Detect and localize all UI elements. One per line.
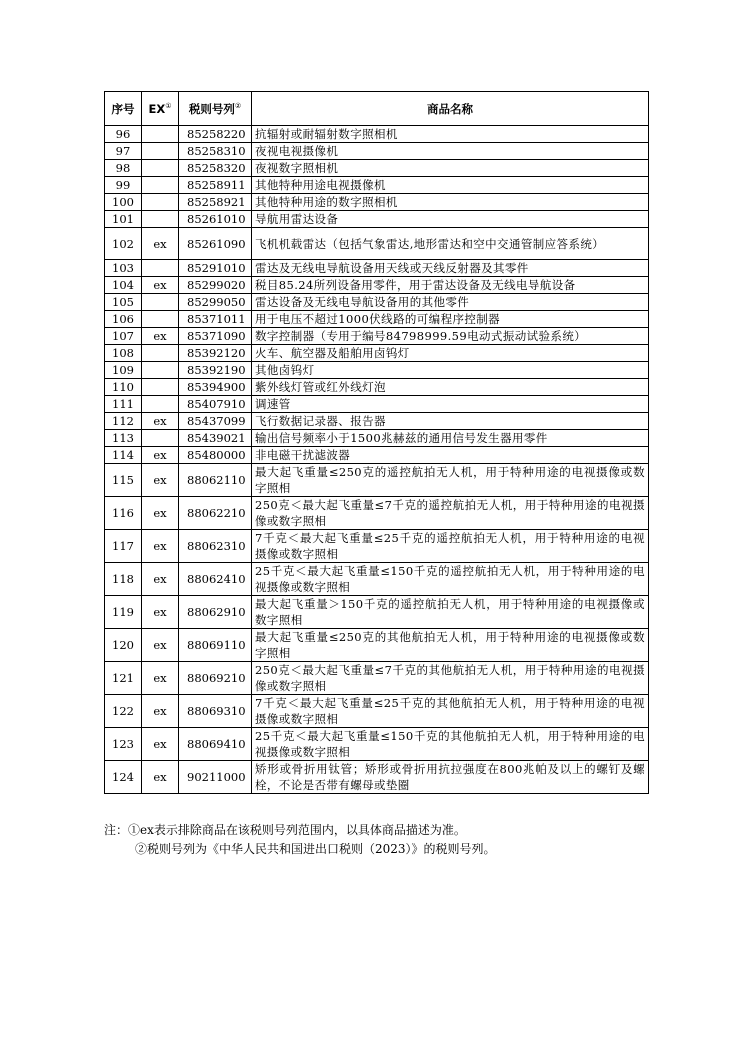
row-ex: ex	[142, 464, 179, 497]
row-ex	[142, 126, 179, 143]
row-code: 85394900	[179, 379, 252, 396]
row-ex	[142, 396, 179, 413]
table-row	[105, 497, 649, 530]
row-name: 火车、航空器及船舶用卤钨灯	[252, 345, 649, 362]
row-ex	[142, 311, 179, 328]
row-seq: 109	[105, 362, 142, 379]
table-row	[105, 211, 649, 228]
table-row	[105, 464, 649, 497]
row-seq: 104	[105, 277, 142, 294]
row-code: 85299020	[179, 277, 252, 294]
row-ex: ex	[142, 228, 179, 260]
row-code: 85299050	[179, 294, 252, 311]
row-code: 85392120	[179, 345, 252, 362]
row-code: 85407910	[179, 396, 252, 413]
row-code: 85480000	[179, 447, 252, 464]
table-row	[105, 447, 649, 464]
table-row	[105, 728, 649, 761]
row-ex	[142, 362, 179, 379]
table-row	[105, 177, 649, 194]
row-ex: ex	[142, 761, 179, 794]
row-seq: 99	[105, 177, 142, 194]
row-code: 85258320	[179, 160, 252, 177]
table-row	[105, 345, 649, 362]
row-ex: ex	[142, 328, 179, 345]
table-row	[105, 761, 649, 794]
footnote-2: ②税则号列为《中华人民共和国进出口税则（2023）》的税则号列。	[135, 842, 496, 856]
table-row	[105, 143, 649, 160]
row-seq: 102	[105, 228, 142, 260]
row-code: 88069310	[179, 695, 252, 728]
table-row	[105, 413, 649, 430]
row-ex: ex	[142, 629, 179, 662]
row-name: 矫形或骨折用钛管；矫形或骨折用抗拉强度在800兆帕及以上的螺钉及螺栓，不论是否带有螺母或垫圈	[252, 761, 649, 794]
row-name: 最大起飞重量＞150千克的遥控航拍无人机，用于特种用途的电视摄像或数字照相	[252, 596, 649, 629]
table-row	[105, 629, 649, 662]
row-code: 85258220	[179, 126, 252, 143]
row-name: 7千克＜最大起飞重量≤25千克的遥控航拍无人机，用于特种用途的电视摄像或数字照相	[252, 530, 649, 563]
row-name: 其他特种用途的数字照相机	[252, 194, 649, 211]
row-ex: ex	[142, 413, 179, 430]
row-ex: ex	[142, 695, 179, 728]
row-code: 85392190	[179, 362, 252, 379]
row-code: 85261010	[179, 211, 252, 228]
row-seq: 119	[105, 596, 142, 629]
row-code: 85261090	[179, 228, 252, 260]
row-seq: 110	[105, 379, 142, 396]
row-ex	[142, 211, 179, 228]
row-code: 88062310	[179, 530, 252, 563]
row-ex: ex	[142, 497, 179, 530]
row-code: 90211000	[179, 761, 252, 794]
row-ex: ex	[142, 277, 179, 294]
row-code: 88062110	[179, 464, 252, 497]
row-name: 抗辐射或耐辐射数字照相机	[252, 126, 649, 143]
header-name: 商品名称	[252, 92, 649, 126]
table-row	[105, 695, 649, 728]
row-ex	[142, 379, 179, 396]
row-seq: 115	[105, 464, 142, 497]
table-row	[105, 228, 649, 260]
table-row	[105, 260, 649, 277]
row-name: 飞机机载雷达（包括气象雷达,地形雷达和空中交通管制应答系统）	[252, 228, 649, 260]
row-seq: 108	[105, 345, 142, 362]
row-seq: 106	[105, 311, 142, 328]
table-row	[105, 563, 649, 596]
row-code: 85371011	[179, 311, 252, 328]
row-seq: 107	[105, 328, 142, 345]
footnote-1: 注：①ex表示排除商品在该税则号列范围内，以具体商品描述为准。	[104, 823, 466, 837]
row-name: 数字控制器（专用于编号84798999.59电动式振动试验系统）	[252, 328, 649, 345]
table-row	[105, 362, 649, 379]
row-seq: 98	[105, 160, 142, 177]
row-seq: 103	[105, 260, 142, 277]
footnote-marker: ①	[165, 101, 172, 110]
row-seq: 100	[105, 194, 142, 211]
table-row	[105, 379, 649, 396]
row-ex: ex	[142, 662, 179, 695]
row-seq: 96	[105, 126, 142, 143]
table-body	[105, 126, 649, 794]
row-name: 7千克＜最大起飞重量≤25千克的其他航拍无人机，用于特种用途的电视摄像或数字照相	[252, 695, 649, 728]
row-name: 最大起飞重量≤250克的遥控航拍无人机，用于特种用途的电视摄像或数字照相	[252, 464, 649, 497]
footnotes	[104, 821, 664, 859]
row-seq: 122	[105, 695, 142, 728]
row-name: 雷达及无线电导航设备用天线或天线反射器及其零件	[252, 260, 649, 277]
row-seq: 112	[105, 413, 142, 430]
row-seq: 124	[105, 761, 142, 794]
table-row	[105, 596, 649, 629]
row-code: 85371090	[179, 328, 252, 345]
table-row	[105, 277, 649, 294]
row-code: 85258310	[179, 143, 252, 160]
table-row	[105, 328, 649, 345]
row-name: 夜视电视摄像机	[252, 143, 649, 160]
row-name: 输出信号频率小于1500兆赫兹的通用信号发生器用零件	[252, 430, 649, 447]
row-ex	[142, 260, 179, 277]
row-code: 88062910	[179, 596, 252, 629]
header-seq: 序号	[105, 92, 142, 126]
row-seq: 101	[105, 211, 142, 228]
row-name: 飞行数据记录器、报告器	[252, 413, 649, 430]
row-seq: 111	[105, 396, 142, 413]
row-ex: ex	[142, 447, 179, 464]
row-name: 25千克＜最大起飞重量≤150千克的遥控航拍无人机，用于特种用途的电视摄像或数字照相	[252, 563, 649, 596]
table-row	[105, 662, 649, 695]
row-name: 调速管	[252, 396, 649, 413]
tariff-table	[104, 91, 649, 794]
row-ex	[142, 143, 179, 160]
row-name: 夜视数字照相机	[252, 160, 649, 177]
row-code: 85258921	[179, 194, 252, 211]
row-name: 税目85.24所列设备用零件，用于雷达设备及无线电导航设备	[252, 277, 649, 294]
row-name: 25千克＜最大起飞重量≤150千克的其他航拍无人机，用于特种用途的电视摄像或数字照相	[252, 728, 649, 761]
table-row	[105, 126, 649, 143]
row-code: 88062210	[179, 497, 252, 530]
row-seq: 114	[105, 447, 142, 464]
row-ex	[142, 194, 179, 211]
table-row	[105, 430, 649, 447]
row-ex	[142, 177, 179, 194]
row-name: 最大起飞重量≤250克的其他航拍无人机，用于特种用途的电视摄像或数字照相	[252, 629, 649, 662]
row-seq: 123	[105, 728, 142, 761]
row-ex: ex	[142, 596, 179, 629]
row-seq: 121	[105, 662, 142, 695]
row-seq: 118	[105, 563, 142, 596]
table-row	[105, 530, 649, 563]
row-ex	[142, 294, 179, 311]
row-name: 非电磁干扰滤波器	[252, 447, 649, 464]
row-seq: 120	[105, 629, 142, 662]
row-code: 85439021	[179, 430, 252, 447]
row-ex	[142, 160, 179, 177]
row-seq: 105	[105, 294, 142, 311]
table-row	[105, 194, 649, 211]
row-ex	[142, 345, 179, 362]
row-seq: 113	[105, 430, 142, 447]
row-code: 88069410	[179, 728, 252, 761]
row-ex	[142, 430, 179, 447]
table-row	[105, 294, 649, 311]
row-code: 85437099	[179, 413, 252, 430]
row-name: 紫外线灯管或红外线灯泡	[252, 379, 649, 396]
row-seq: 117	[105, 530, 142, 563]
row-seq: 116	[105, 497, 142, 530]
row-name: 250克＜最大起飞重量≤7千克的其他航拍无人机，用于特种用途的电视摄像或数字照相	[252, 662, 649, 695]
row-name: 雷达设备及无线电导航设备用的其他零件	[252, 294, 649, 311]
table-header-row	[105, 92, 649, 126]
footnote-marker: ②	[234, 101, 242, 110]
row-ex: ex	[142, 530, 179, 563]
row-name: 其他卤钨灯	[252, 362, 649, 379]
table-row	[105, 311, 649, 328]
row-ex: ex	[142, 728, 179, 761]
header-ex: EX①	[142, 92, 179, 126]
row-name: 其他特种用途电视摄像机	[252, 177, 649, 194]
table-row	[105, 160, 649, 177]
row-ex: ex	[142, 563, 179, 596]
row-seq: 97	[105, 143, 142, 160]
row-code: 85258911	[179, 177, 252, 194]
row-code: 88069210	[179, 662, 252, 695]
row-name: 用于电压不超过1000伏线路的可编程序控制器	[252, 311, 649, 328]
row-code: 88062410	[179, 563, 252, 596]
row-name: 250克＜最大起飞重量≤7千克的遥控航拍无人机，用于特种用途的电视摄像或数字照相	[252, 497, 649, 530]
table-row	[105, 396, 649, 413]
row-code: 88069110	[179, 629, 252, 662]
row-code: 85291010	[179, 260, 252, 277]
row-name: 导航用雷达设备	[252, 211, 649, 228]
header-code: 税则号列②	[179, 92, 252, 126]
